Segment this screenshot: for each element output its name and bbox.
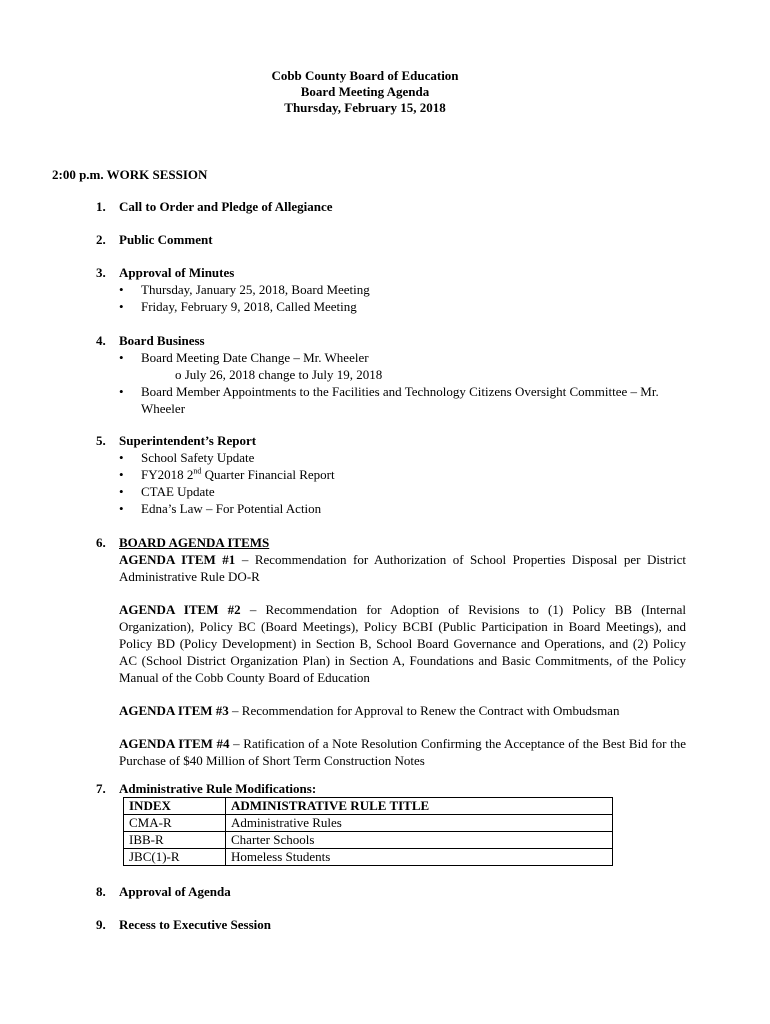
bullet-icon: • <box>119 484 124 499</box>
bullet-icon: • <box>119 501 124 516</box>
list-item: • Friday, February 9, 2018, Called Meeting <box>119 299 357 314</box>
item-number: 2. <box>96 232 106 247</box>
item-number: 9. <box>96 917 106 932</box>
item-title: Recess to Executive Session <box>119 917 272 932</box>
agenda-item-6 <box>96 534 686 769</box>
item-title: Call to Order and Pledge of Allegiance <box>119 199 333 214</box>
agenda-item-2-text: AGENDA ITEM #2 – Recommendation for Adoption of Revisions to (1) Policy BB (Internal Organization), Policy BC (Board Meetings), Policy BCBI (Public Participation in Board Meetings), and Policy BD (Policy Development) in Section B, School Board Governance and Operations, and (2) Policy AC (School District Organization Plan) in Section A, Foundations and Basic Commitments, of the Policy Manual of the Cobb County Board of Education <box>119 602 686 685</box>
item-number: 3. <box>96 265 106 280</box>
item-number: 5. <box>96 433 106 448</box>
circle-bullet-icon: o <box>175 367 185 382</box>
rule-modifications-table <box>123 797 613 866</box>
item-number: 7. <box>96 781 106 796</box>
agenda-item-7 <box>96 780 686 866</box>
item-number: 1. <box>96 199 106 214</box>
bullet-icon: • <box>119 350 124 365</box>
table-row <box>124 815 613 832</box>
item-number: 4. <box>96 333 106 348</box>
table-cell: Administrative Rules <box>226 815 613 832</box>
table-cell: JBC(1)-R <box>124 849 226 866</box>
list-item: • CTAE Update <box>119 484 215 499</box>
agenda-item-4 <box>96 332 686 417</box>
item-title: BOARD AGENDA ITEMS <box>119 535 270 550</box>
list-item: • School Safety Update <box>119 450 255 465</box>
agenda-item-8 <box>96 883 686 900</box>
agenda-item-2 <box>96 231 686 248</box>
agenda-item-4-text: AGENDA ITEM #4 – Ratification of a Note Resolution Confirming the Acceptance of the Best Bid for the Purchase of $40 Million of Short Term Construction Notes <box>119 736 686 768</box>
table-row <box>124 832 613 849</box>
header-date: Thursday, February 15, 2018 <box>284 100 446 115</box>
bullet-icon: • <box>119 384 124 399</box>
agenda-item-3 <box>96 264 686 315</box>
table-cell: CMA-R <box>124 815 226 832</box>
header-title: Board Meeting Agenda <box>300 84 430 99</box>
agenda-item-5 <box>96 432 686 517</box>
document-header <box>0 68 730 116</box>
item-title: Administrative Rule Modifications: <box>119 781 317 796</box>
session-heading: 2:00 p.m. WORK SESSION <box>52 167 208 182</box>
superintendent-report-list <box>119 449 686 517</box>
bullet-icon: • <box>119 299 124 314</box>
bullet-icon: • <box>119 282 124 297</box>
list-item: • Board Member Appointments to the Facilities and Technology Citizens Oversight Committee – Mr. Wheeler <box>119 384 659 416</box>
item-title: Superintendent’s Report <box>119 433 257 448</box>
item-title: Board Business <box>119 333 205 348</box>
item-title: Public Comment <box>119 232 213 247</box>
header-organization: Cobb County Board of Education <box>271 68 459 83</box>
bullet-icon: • <box>119 450 124 465</box>
table-header: INDEX <box>124 798 226 815</box>
agenda-item-9 <box>96 916 686 933</box>
list-item: • Thursday, January 25, 2018, Board Meeting <box>119 282 370 297</box>
table-header: ADMINISTRATIVE RULE TITLE <box>226 798 613 815</box>
board-business-list <box>119 349 686 417</box>
agenda-item-1-text: AGENDA ITEM #1 – Recommendation for Authorization of School Properties Disposal per District Administrative Rule DO-R <box>119 552 686 584</box>
agenda-item-1 <box>96 198 686 215</box>
item-title: Approval of Agenda <box>119 884 231 899</box>
minutes-list <box>119 281 686 315</box>
item-number: 8. <box>96 884 106 899</box>
list-item: • Board Meeting Date Change – Mr. Wheeler <box>119 350 369 365</box>
agenda-item-3-text: AGENDA ITEM #3 – Recommendation for Approval to Renew the Contract with Ombudsman <box>119 703 620 718</box>
table-header-row <box>124 798 613 815</box>
item-number: 6. <box>96 535 106 550</box>
table-cell: Charter Schools <box>226 832 613 849</box>
table-cell: IBB-R <box>124 832 226 849</box>
list-item: • FY2018 2nd Quarter Financial Report <box>119 466 335 482</box>
list-item: • Edna’s Law – For Potential Action <box>119 501 322 516</box>
bullet-icon: • <box>119 467 124 482</box>
table-row <box>124 849 613 866</box>
item-title: Approval of Minutes <box>119 265 235 280</box>
table-cell: Homeless Students <box>226 849 613 866</box>
sub-list-item: o July 26, 2018 change to July 19, 2018 <box>175 367 383 382</box>
